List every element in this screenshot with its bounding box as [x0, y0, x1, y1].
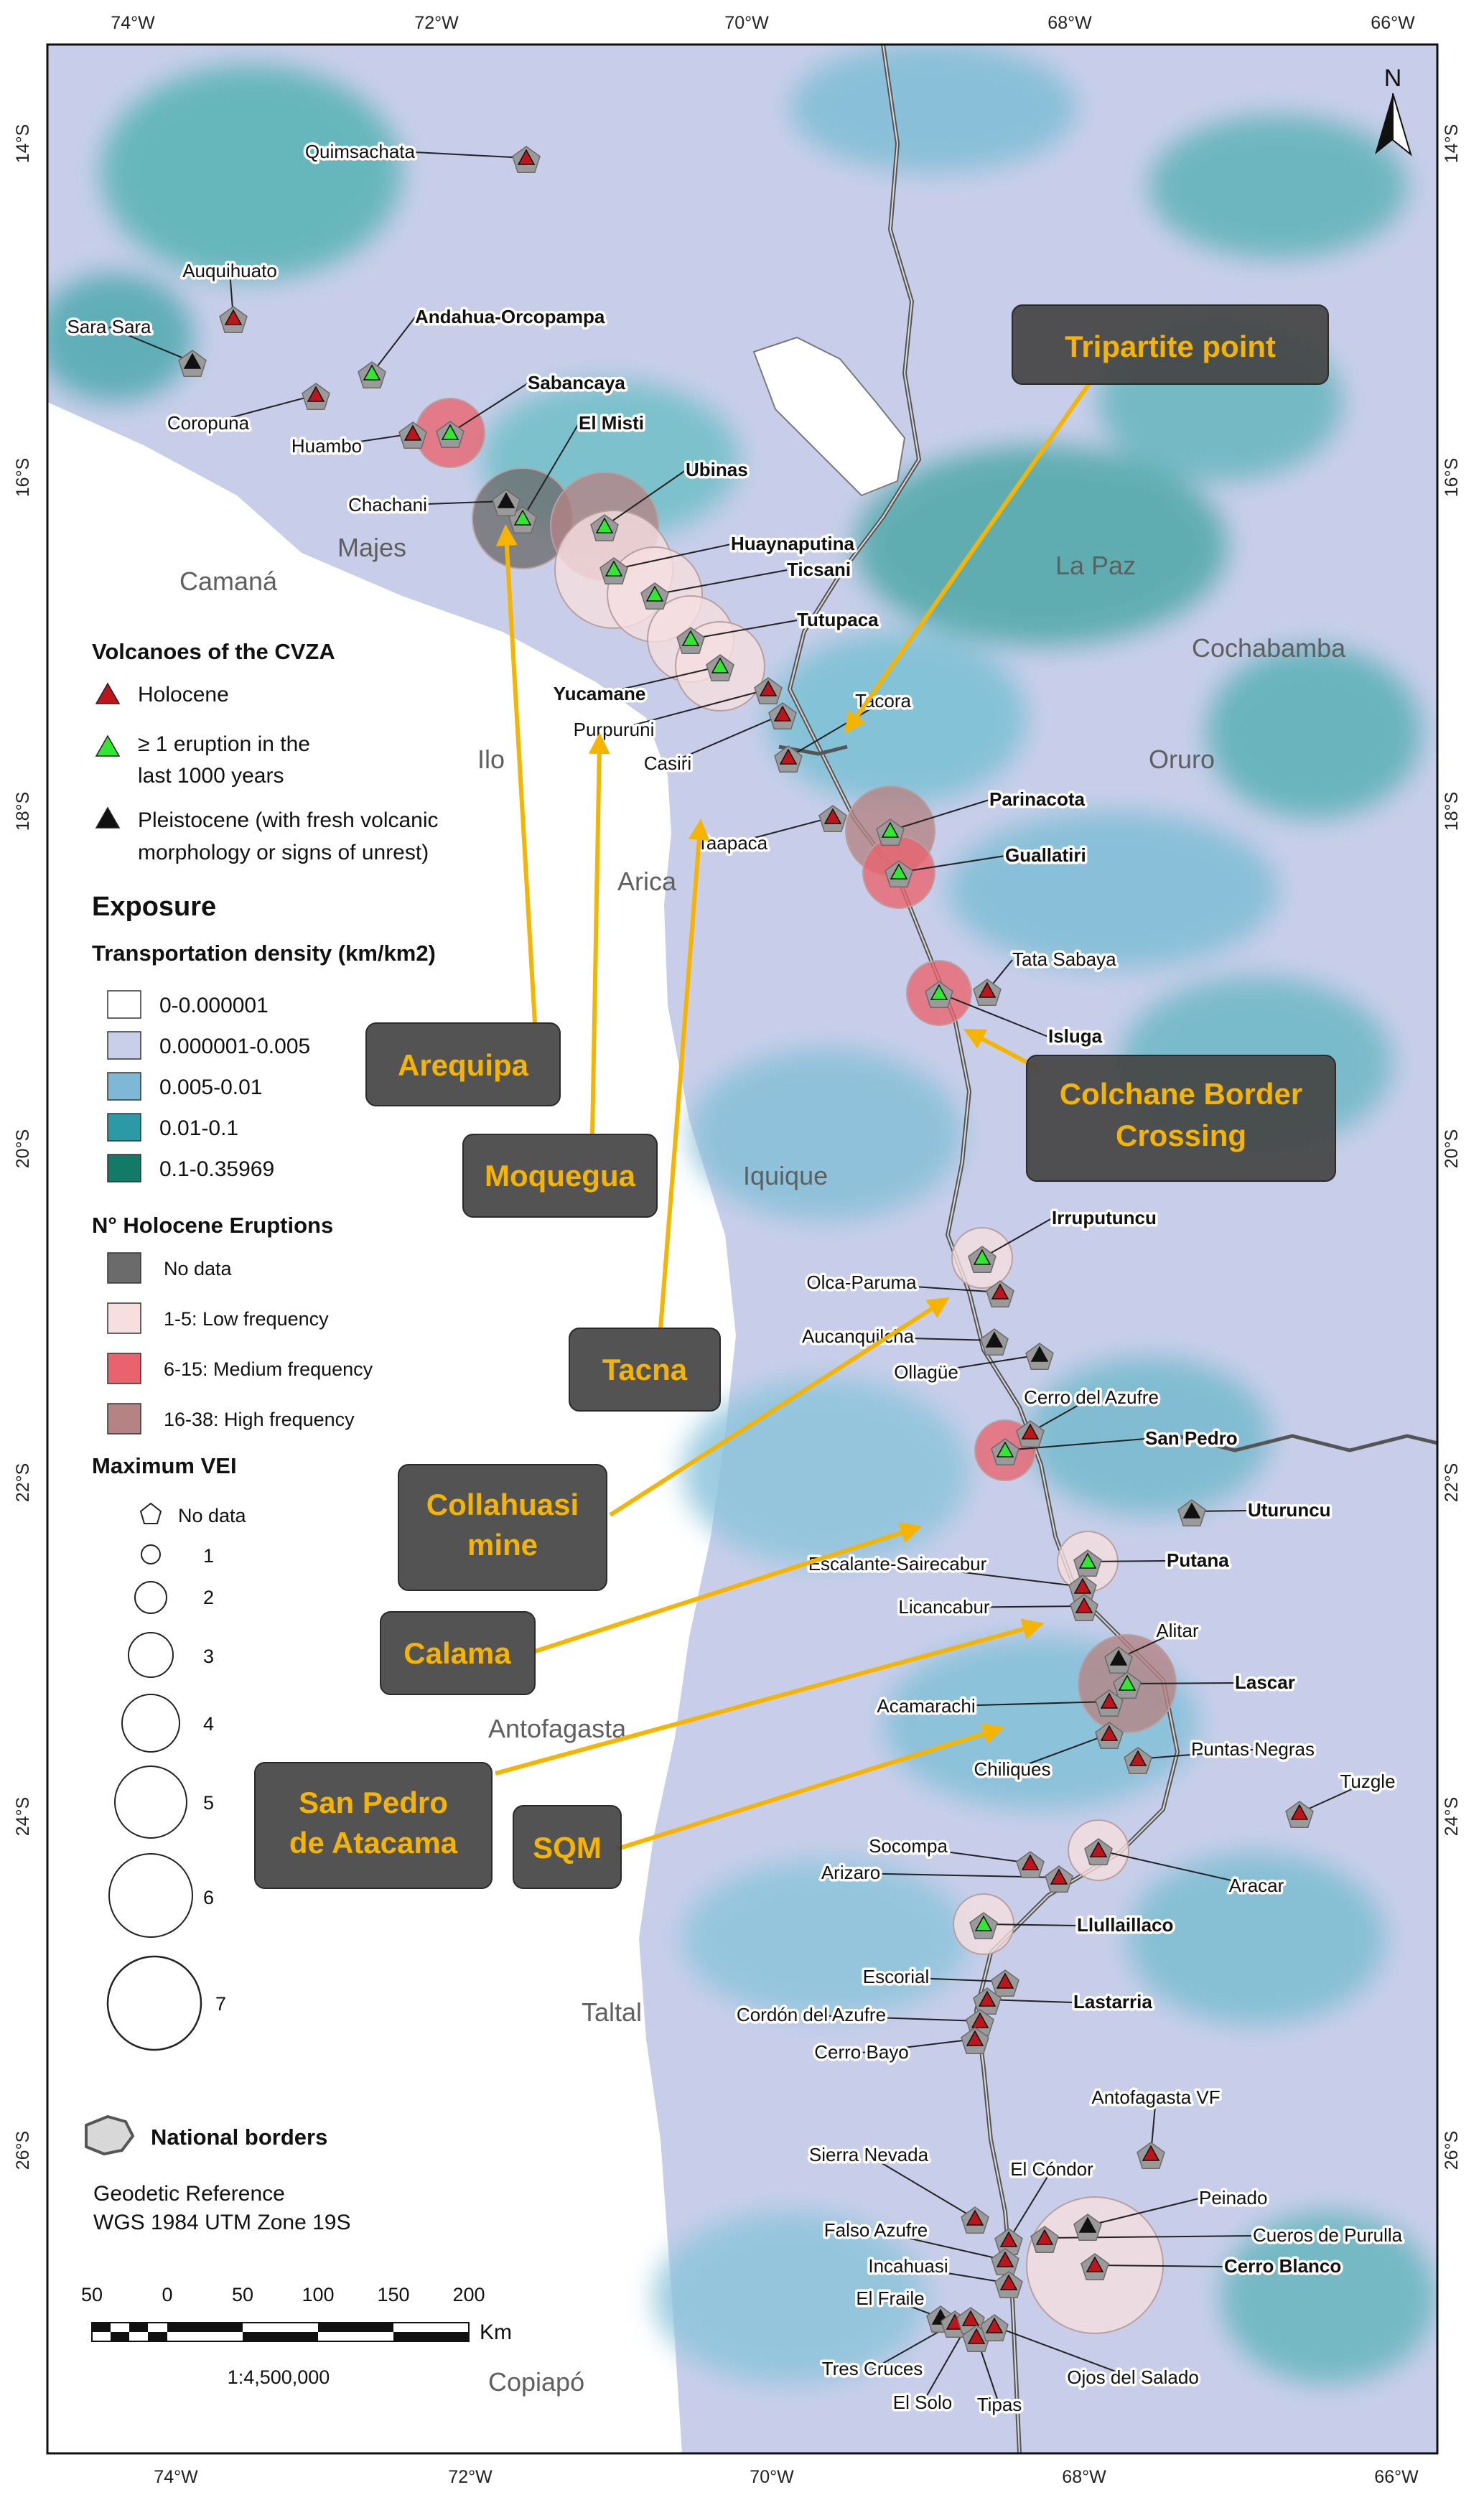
volcano-label-quimsachata: Quimsachata	[304, 141, 415, 162]
volcano-label-el-misti: El Misti	[579, 412, 645, 434]
left-lat-14: 14°S	[13, 123, 33, 164]
legend-vei-1: 1	[203, 1545, 215, 1567]
legend-vei-5: 5	[203, 1792, 215, 1814]
left-lat-16: 16°S	[13, 457, 33, 498]
volcano-label-auquihuato: Auquihuato	[182, 260, 277, 281]
volcano-label-incahuasi: Incahuasi	[868, 2255, 948, 2277]
scale-tick-5: 200	[452, 2284, 485, 2305]
density-swatch-4	[108, 1155, 141, 1182]
volcano-label-escorial: Escorial	[862, 1966, 930, 1987]
volcano-label-puntas-negras: Puntas Negras	[1191, 1738, 1315, 1760]
top-lon-70: 70°W	[724, 13, 769, 33]
eruption-swatch-1	[108, 1303, 141, 1333]
volcano-label-aracar: Aracar	[1228, 1875, 1284, 1896]
volcano-label-arizaro: Arizaro	[821, 1862, 881, 1883]
volcano-label-ubinas: Ubinas	[686, 459, 748, 480]
volcano-label-el-condor: El Cóndor	[1010, 2158, 1093, 2180]
volcano-label-tata-sabaya: Tata Sabaya	[1012, 948, 1116, 970]
volcano-label-tacora: Tacora	[854, 690, 912, 712]
volcano-label-tipas: Tipas	[976, 2394, 1022, 2415]
city-copiapo: Copiapó	[488, 2367, 585, 2397]
legend-recent-line2: last 1000 years	[138, 764, 284, 788]
left-lat-18: 18°S	[13, 791, 33, 831]
legend-vei-4-icon	[122, 1694, 179, 1752]
bottom-lon-72: 72°W	[448, 2467, 493, 2487]
callout-colchane-line1: Colchane Border	[1059, 1077, 1303, 1111]
scale-tick-0: 50	[80, 2284, 103, 2305]
bottom-lon-66: 66°W	[1374, 2467, 1419, 2487]
right-lat-16: 16°S	[1442, 457, 1462, 498]
density-swatch-3	[108, 1114, 141, 1141]
top-lon-68: 68°W	[1047, 13, 1092, 33]
scale-tick-2: 50	[231, 2284, 254, 2305]
legend-vei-5-icon	[115, 1766, 187, 1838]
bottom-lon-74: 74°W	[154, 2467, 198, 2487]
volcano-label-taapaca: Taapaca	[696, 832, 768, 854]
legend-vei-7-icon	[108, 1956, 201, 2050]
legend-vei-3: 3	[203, 1646, 215, 1667]
legend-geodetic-line2: WGS 1984 UTM Zone 19S	[93, 2211, 351, 2234]
volcano-label-cordon-del-azufre: Cordón del Azufre	[736, 2004, 887, 2025]
volcano-label-lastarria: Lastarria	[1073, 1991, 1152, 2012]
legend-holocene-label: Holocene	[138, 683, 229, 706]
legend-vei-4: 4	[203, 1713, 215, 1735]
city-ilo: Ilo	[477, 745, 505, 774]
eruption-swatch-2	[108, 1353, 141, 1384]
right-lat-24: 24°S	[1442, 1796, 1462, 1837]
eruption-swatch-0	[108, 1253, 141, 1283]
density-label-0: 0-0.000001	[159, 994, 269, 1017]
density-swatch-1	[108, 1032, 141, 1059]
right-lat-18: 18°S	[1442, 791, 1462, 831]
bottom-longitude-labels	[154, 2467, 1419, 2487]
volcano-label-aucanquilcha: Aucanquilcha	[801, 1325, 915, 1347]
city-iquique: Iquique	[743, 1161, 829, 1190]
volcano-label-sara-sara: Sara Sara	[67, 316, 151, 337]
leader-lascar	[1127, 1683, 1235, 1684]
volcano-label-ojos-del-salado: Ojos del Salado	[1067, 2366, 1199, 2388]
eruption-swatch-3	[108, 1404, 141, 1434]
volcano-label-purpuruni: Purpuruni	[573, 719, 655, 740]
volcano-label-chiliques: Chiliques	[974, 1758, 1051, 1780]
volcano-label-parinacota: Parinacota	[989, 788, 1085, 810]
bottom-lon-70: 70°W	[750, 2467, 794, 2487]
legend-recent-line1: ≥ 1 eruption in the	[138, 732, 310, 756]
volcano-label-peinado: Peinado	[1199, 2187, 1268, 2209]
volcano-label-irruputuncu: Irruputuncu	[1052, 1207, 1157, 1228]
volcano-label-ticsani: Ticsani	[787, 559, 851, 580]
volcano-label-coropuna: Coropuna	[167, 412, 250, 434]
density-label-4: 0.1-0.35969	[159, 1157, 275, 1181]
density-swatch-2	[108, 1073, 141, 1100]
callout-san-pedro-line2: de Atacama	[289, 1826, 458, 1860]
legend-geodetic-line1: Geodetic Reference	[93, 2182, 285, 2206]
callout-arequipa-label: Arequipa	[397, 1048, 529, 1082]
volcano-label-antofagasta-vf: Antofagasta VF	[1091, 2086, 1221, 2108]
right-lat-22: 22°S	[1442, 1463, 1462, 1503]
left-latitude-labels	[13, 124, 33, 2170]
right-lat-20: 20°S	[1442, 1129, 1462, 1169]
volcano-label-olca-paruma: Olca-Paruma	[806, 1272, 917, 1293]
left-lat-20: 20°S	[13, 1129, 33, 1169]
volcano-label-tuzgle: Tuzgle	[1340, 1771, 1396, 1792]
volcano-label-socompa: Socompa	[869, 1835, 948, 1857]
density-label-2: 0.005-0.01	[159, 1076, 263, 1099]
volcano-label-guallatiri: Guallatiri	[1005, 844, 1086, 866]
city-majes: Majes	[337, 533, 407, 562]
scale-unit: Km	[480, 2321, 512, 2344]
volcano-label-chachani: Chachani	[348, 494, 427, 516]
volcano-label-sabancaya: Sabancaya	[528, 372, 625, 393]
eruption-label-0: No data	[164, 1258, 232, 1279]
city-camana: Camaná	[179, 566, 278, 596]
top-lon-66: 66°W	[1371, 13, 1415, 33]
right-lat-26: 26°S	[1442, 2130, 1462, 2170]
legend-pleist-line1: Pleistocene (with fresh volcanic	[138, 808, 439, 832]
callout-moquegua-label: Moquegua	[485, 1159, 635, 1193]
legend-vei-6: 6	[203, 1887, 215, 1908]
scale-ratio: 1:4,500,000	[227, 2366, 330, 2388]
legend-vei-6-icon	[109, 1854, 192, 1937]
legend-borders-label: National borders	[151, 2124, 328, 2150]
density-label-1: 0.000001-0.005	[159, 1035, 311, 1058]
city-arica: Arica	[617, 867, 677, 896]
top-longitude-labels	[111, 13, 1415, 33]
volcano-label-alitar: Alitar	[1156, 1620, 1199, 1641]
callout-sqm-label: SQM	[533, 1831, 602, 1865]
city-cochabamba: Cochabamba	[1192, 633, 1346, 663]
callout-collahuasi-line2: mine	[467, 1528, 538, 1562]
callout-colchane-line2: Crossing	[1115, 1119, 1247, 1152]
legend-pleist-line2: morphology or signs of unrest)	[138, 841, 429, 864]
bottom-lon-68: 68°W	[1062, 2467, 1106, 2487]
volcano-label-uturuncu: Uturuncu	[1248, 1499, 1331, 1521]
volcano-label-tutupaca: Tutupaca	[797, 609, 879, 630]
volcano-label-huambo: Huambo	[291, 435, 363, 457]
volcano-label-putana: Putana	[1167, 1549, 1229, 1571]
city-taltal: Taltal	[582, 1997, 643, 2027]
legend-vei-3-icon	[129, 1633, 173, 1677]
legend-exposure-title: Exposure	[92, 892, 217, 922]
legend-vei-7: 7	[215, 1993, 227, 2015]
legend-vei-1-icon	[141, 1545, 160, 1564]
volcano-label-tres-cruces: Tres Cruces	[821, 2358, 923, 2379]
volcano-label-cerro-bayo: Cerro Bayo	[814, 2041, 909, 2063]
volcano-label-el-fraile: El Fraile	[856, 2287, 925, 2309]
city-oruro: Oruro	[1149, 745, 1215, 774]
volcano-label-huaynaputina: Huaynaputina	[731, 533, 854, 554]
callout-san-pedro-line1: San Pedro	[299, 1786, 448, 1819]
callout-tripartite-label: Tripartite point	[1065, 330, 1276, 363]
legend-volcanoes-title: Volcanoes of the CVZA	[92, 639, 335, 664]
volcano-label-acamarachi: Acamarachi	[877, 1695, 976, 1717]
city-la-paz: La Paz	[1055, 551, 1137, 580]
volcano-label-llullaillaco: Llullaillaco	[1077, 1914, 1174, 1936]
legend-vei-2-icon	[135, 1582, 167, 1613]
right-latitude-labels	[1442, 124, 1462, 2170]
volcano-label-casiri: Casiri	[643, 752, 692, 774]
scale-tick-3: 100	[302, 2284, 335, 2305]
volcano-label-falso-azufre: Falso Azufre	[823, 2219, 928, 2241]
volcano-label-cerro-blanco: Cerro Blanco	[1224, 2255, 1342, 2277]
left-lat-24: 24°S	[13, 1796, 33, 1837]
volcano-label-licancabur: Licancabur	[898, 1596, 990, 1618]
eruption-label-2: 6-15: Medium frequency	[164, 1358, 373, 1380]
eruption-label-3: 16-38: High frequency	[164, 1409, 355, 1430]
volcano-label-cerro-del-azufre: Cerro del Azufre	[1024, 1386, 1159, 1408]
volcano-label-andahua-orcopampa: Andahua-Orcopampa	[415, 306, 605, 327]
legend-vei-nodata: No data	[178, 1505, 246, 1526]
legend-vei-title: Maximum VEI	[92, 1453, 237, 1478]
scale-tick-1: 0	[162, 2284, 173, 2305]
density-label-3: 0.01-0.1	[159, 1116, 239, 1140]
volcano-label-cueros-de-purulla: Cueros de Purulla	[1253, 2224, 1403, 2246]
city-antofagasta: Antofagasta	[488, 1714, 627, 1743]
volcano-label-el-solo: El Solo	[892, 2392, 953, 2413]
legend-eruptions-title: N° Holocene Eruptions	[92, 1213, 334, 1238]
eruption-label-1: 1-5: Low frequency	[164, 1308, 329, 1330]
volcano-label-ollague: Ollagüe	[894, 1361, 958, 1383]
volcano-label-yucamane: Yucamane	[553, 683, 646, 704]
callout-tacna-label: Tacna	[602, 1353, 688, 1386]
callout-collahuasi-line1: Collahuasi	[426, 1488, 579, 1521]
legend-transport-title: Transportation density (km/km2)	[92, 941, 436, 966]
legend-vei-2: 2	[203, 1587, 215, 1608]
volcano-label-san-pedro: San Pedro	[1145, 1427, 1238, 1449]
volcano-label-lascar: Lascar	[1235, 1671, 1295, 1693]
top-lon-72: 72°W	[414, 13, 459, 33]
map-body	[36, 43, 1437, 2453]
volcano-label-sierra-nevada: Sierra Nevada	[808, 2144, 929, 2165]
north-arrow-label: N	[1383, 65, 1402, 92]
density-swatch-0	[108, 991, 141, 1018]
left-lat-22: 22°S	[13, 1463, 33, 1503]
left-lat-26: 26°S	[13, 2130, 33, 2170]
right-lat-14: 14°S	[1442, 123, 1462, 164]
callout-calama-label: Calama	[403, 1636, 511, 1670]
volcano-label-isluga: Isluga	[1048, 1025, 1103, 1047]
top-lon-74: 74°W	[111, 13, 155, 33]
volcano-label-escalante-sairecabur: Escalante-Sairecabur	[808, 1553, 987, 1575]
scale-tick-4: 150	[377, 2284, 410, 2305]
